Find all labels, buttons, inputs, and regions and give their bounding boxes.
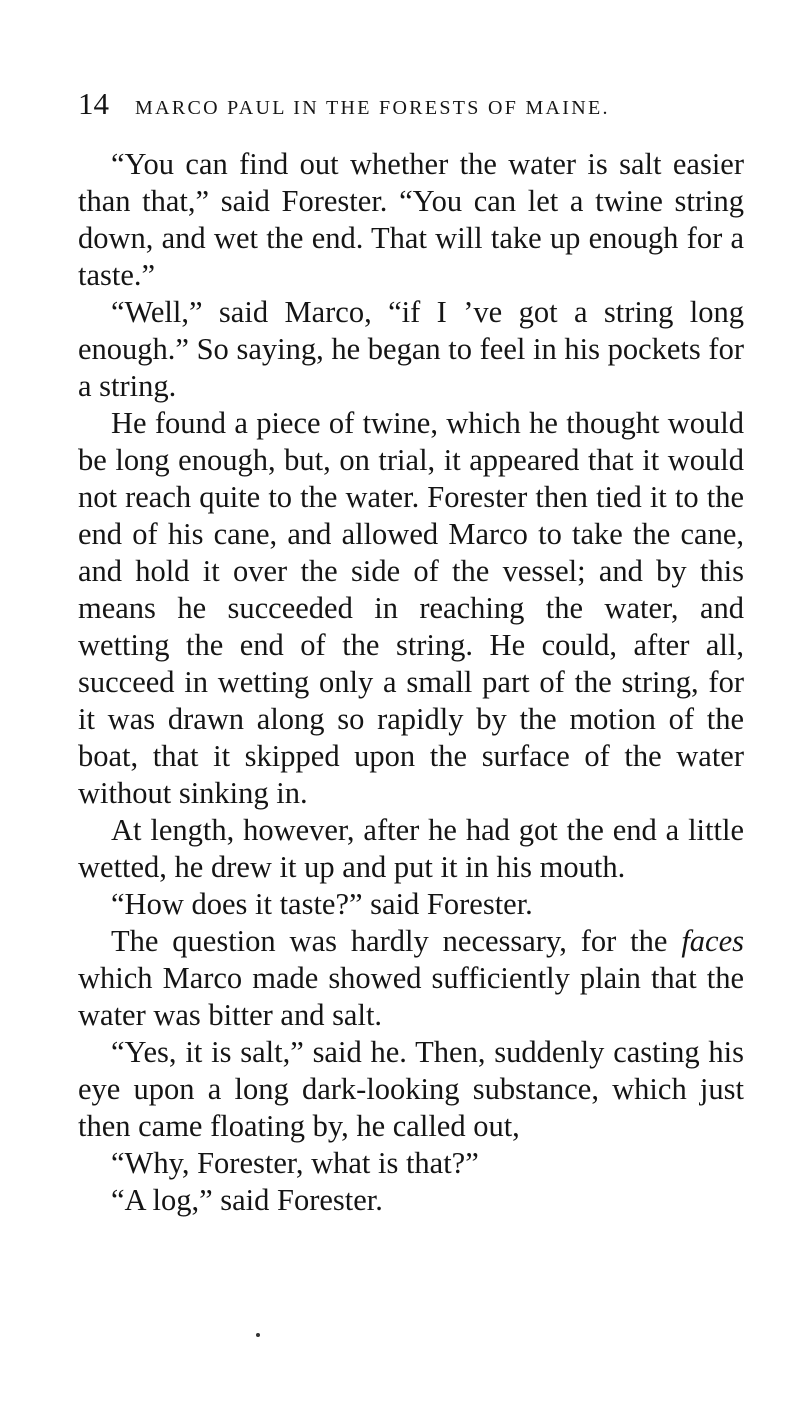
paragraph: “You can find out whether the water is salt easier than that,” said Forester. “You can let a twine string down, and wet the end. That will take up enough for a taste.” — [78, 147, 744, 292]
ink-speck — [256, 1333, 260, 1337]
paragraph — [78, 923, 744, 1034]
book-page — [78, 84, 744, 1219]
body-text — [78, 146, 744, 1219]
paragraph-text: which Marco made showed sufficiently plain that the water was bitter and salt. — [78, 961, 744, 1032]
paragraph: At length, however, after he had got the end a little wetted, he drew it up and put it in his mouth. — [78, 813, 744, 884]
paragraph: “Why, Forester, what is that?” — [111, 1146, 479, 1180]
paragraph-text: The question was hardly necessary, for the — [111, 924, 682, 958]
running-header — [78, 84, 744, 124]
running-title: MARCO PAUL IN THE FORESTS OF MAINE. — [135, 97, 610, 119]
paragraph: “A log,” said Forester. — [111, 1183, 383, 1217]
paragraph: He found a piece of twine, which he thought would be long enough, but, on trial, it appeared that it would not reach quite to the water. Forester then tied it to the end of his cane, and allowed Marco to take the cane, and hold it over the side of the vessel; and by this means he succeeded in reaching the water, and wetting the end of the string. He could, after all, succeed in wetting only a small part of the string, for it was drawn along so rapidly by the motion of the boat, that it skipped upon the surface of the water without sinking in. — [78, 406, 744, 810]
paragraph: “How does it taste?” said Forester. — [111, 887, 533, 921]
paragraph: “Well,” said Marco, “if I ’ve got a string long enough.” So saying, he began to feel in his pockets for a string. — [78, 295, 744, 403]
page-number: 14 — [78, 86, 109, 121]
paragraph: “Yes, it is salt,” said he. Then, suddenly casting his eye upon a long dark-looking substance, which just then came floating by, he called out, — [78, 1035, 744, 1143]
italic-word: faces — [681, 924, 744, 958]
